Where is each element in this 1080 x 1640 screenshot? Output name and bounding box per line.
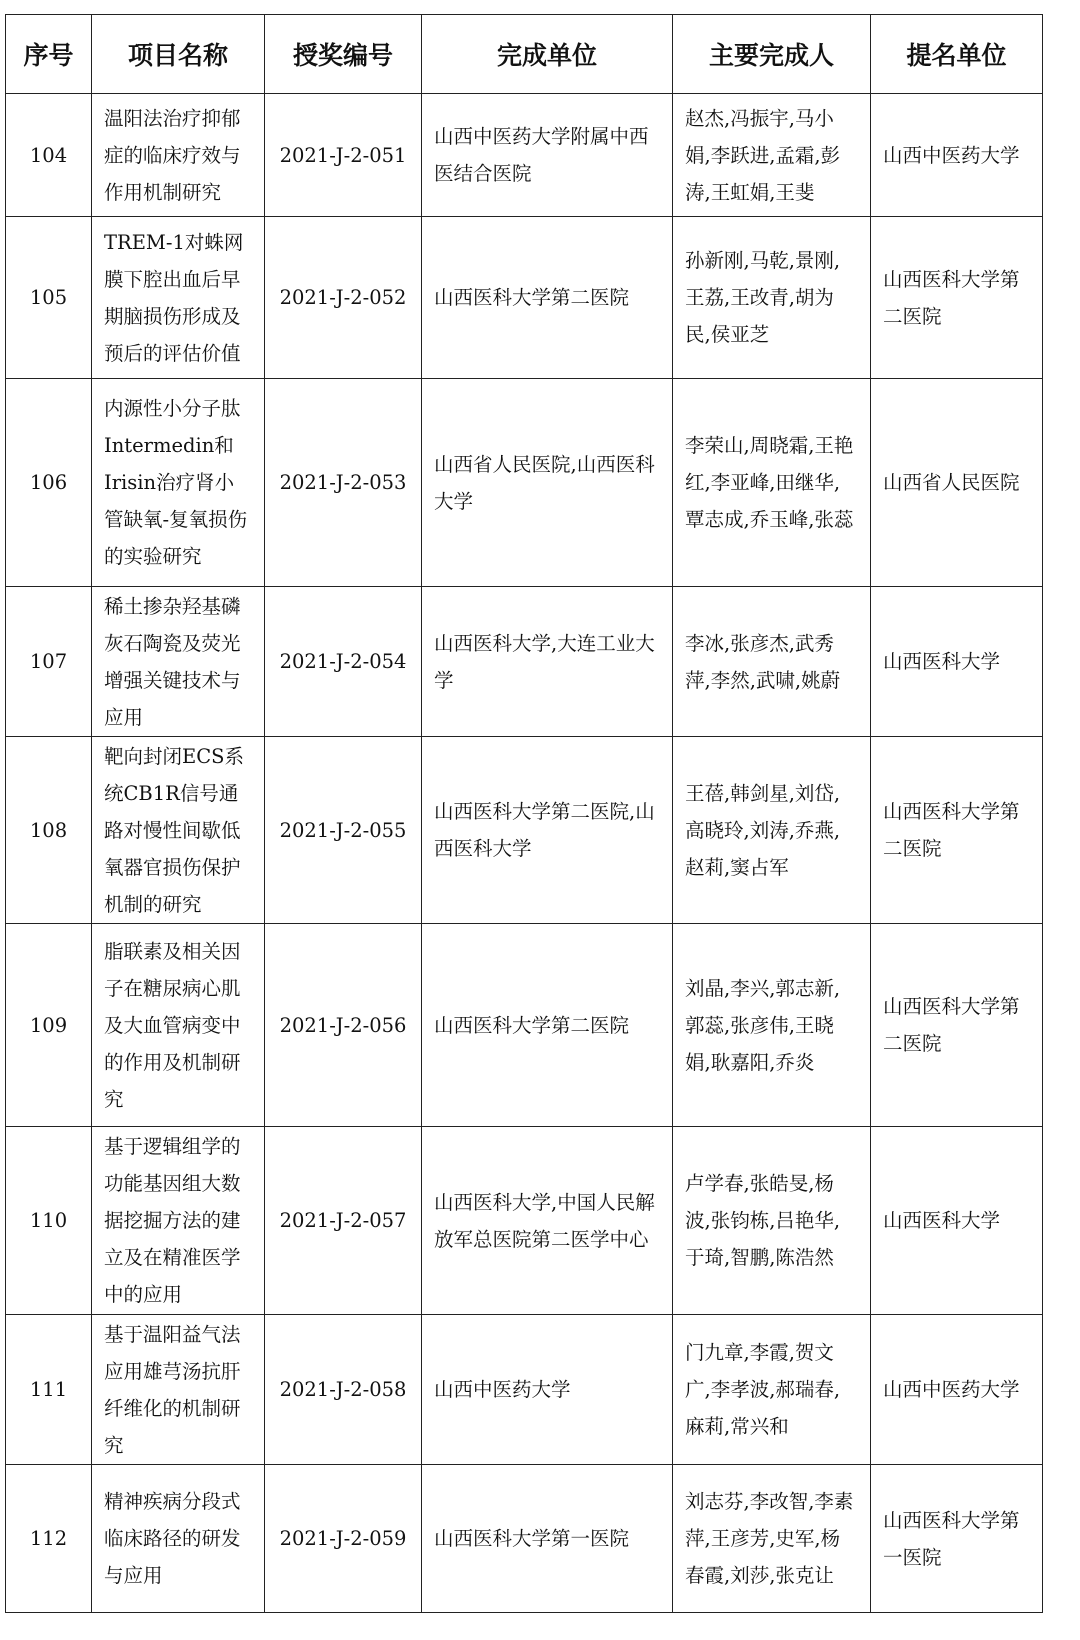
header-nominating-unit: 提名单位	[871, 15, 1043, 94]
cell-seq: 110	[6, 1127, 92, 1315]
cell-completing-unit: 山西医科大学,大连工业大学	[422, 587, 673, 737]
cell-main-contributors: 李冰,张彦杰,武秀萍,李然,武啸,姚蔚	[673, 587, 871, 737]
cell-main-contributors: 李荣山,周晓霜,王艳红,李亚峰,田继华,覃志成,乔玉峰,张蕊	[673, 379, 871, 587]
cell-project-name: 基于温阳益气法应用雄芎汤抗肝纤维化的机制研究	[92, 1315, 265, 1465]
cell-completing-unit: 山西医科大学第二医院	[422, 924, 673, 1127]
cell-nominating-unit: 山西医科大学	[871, 1127, 1043, 1315]
cell-award-code: 2021-J-2-058	[265, 1315, 422, 1465]
cell-project-name: 基于逻辑组学的功能基因组大数据挖掘方法的建立及在精准医学中的应用	[92, 1127, 265, 1315]
cell-project-name: 靶向封闭ECS系统CB1R信号通路对慢性间歇低氧器官损伤保护机制的研究	[92, 737, 265, 924]
cell-nominating-unit: 山西医科大学第一医院	[871, 1465, 1043, 1613]
cell-award-code: 2021-J-2-054	[265, 587, 422, 737]
cell-completing-unit: 山西医科大学第二医院	[422, 217, 673, 379]
cell-project-name: 脂联素及相关因子在糖尿病心肌及大血管病变中的作用及机制研究	[92, 924, 265, 1127]
cell-completing-unit: 山西中医药大学附属中西医结合医院	[422, 94, 673, 217]
header-award-code: 授奖编号	[265, 15, 422, 94]
cell-completing-unit: 山西中医药大学	[422, 1315, 673, 1465]
cell-seq: 112	[6, 1465, 92, 1613]
cell-main-contributors: 刘晶,李兴,郭志新,郭蕊,张彦伟,王晓娟,耿嘉阳,乔炎	[673, 924, 871, 1127]
table-row	[6, 587, 1043, 737]
header-project-name: 项目名称	[92, 15, 265, 94]
table-row	[6, 1465, 1043, 1613]
cell-completing-unit: 山西医科大学,中国人民解放军总医院第二医学中心	[422, 1127, 673, 1315]
cell-main-contributors: 王蓓,韩剑星,刘岱,高晓玲,刘涛,乔燕,赵莉,窦占军	[673, 737, 871, 924]
cell-completing-unit: 山西医科大学第一医院	[422, 1465, 673, 1613]
cell-seq: 106	[6, 379, 92, 587]
cell-nominating-unit: 山西医科大学	[871, 587, 1043, 737]
awards-table	[5, 14, 1043, 1613]
cell-project-name: 精神疾病分段式临床路径的研发与应用	[92, 1465, 265, 1613]
cell-award-code: 2021-J-2-052	[265, 217, 422, 379]
cell-nominating-unit: 山西中医药大学	[871, 94, 1043, 217]
table-body	[6, 94, 1043, 1613]
cell-nominating-unit: 山西医科大学第二医院	[871, 924, 1043, 1127]
cell-main-contributors: 卢学春,张皓旻,杨波,张钧栋,吕艳华,于琦,智鹏,陈浩然	[673, 1127, 871, 1315]
table-row	[6, 1315, 1043, 1465]
cell-main-contributors: 门九章,李霞,贺文广,李孝波,郝瑞春,麻莉,常兴和	[673, 1315, 871, 1465]
cell-award-code: 2021-J-2-057	[265, 1127, 422, 1315]
cell-project-name: 内源性小分子肽Intermedin和Irisin治疗肾小管缺氧-复氧损伤的实验研究	[92, 379, 265, 587]
cell-seq: 109	[6, 924, 92, 1127]
cell-award-code: 2021-J-2-053	[265, 379, 422, 587]
cell-nominating-unit: 山西中医药大学	[871, 1315, 1043, 1465]
cell-main-contributors: 赵杰,冯振宇,马小娟,李跃进,孟霜,彭涛,王虹娟,王斐	[673, 94, 871, 217]
cell-project-name: 稀土掺杂羟基磷灰石陶瓷及荧光增强关键技术与应用	[92, 587, 265, 737]
cell-award-code: 2021-J-2-056	[265, 924, 422, 1127]
cell-completing-unit: 山西省人民医院,山西医科大学	[422, 379, 673, 587]
cell-nominating-unit: 山西省人民医院	[871, 379, 1043, 587]
table-header	[6, 15, 1043, 94]
header-seq: 序号	[6, 15, 92, 94]
cell-seq: 107	[6, 587, 92, 737]
cell-completing-unit: 山西医科大学第二医院,山西医科大学	[422, 737, 673, 924]
cell-nominating-unit: 山西医科大学第二医院	[871, 217, 1043, 379]
cell-project-name: TREM-1对蛛网膜下腔出血后早期脑损伤形成及预后的评估价值	[92, 217, 265, 379]
cell-award-code: 2021-J-2-059	[265, 1465, 422, 1613]
table-row	[6, 924, 1043, 1127]
cell-project-name: 温阳法治疗抑郁症的临床疗效与作用机制研究	[92, 94, 265, 217]
table-row	[6, 737, 1043, 924]
header-completing-unit: 完成单位	[422, 15, 673, 94]
cell-main-contributors: 孙新刚,马乾,景刚,王荔,王改青,胡为民,侯亚芝	[673, 217, 871, 379]
cell-seq: 105	[6, 217, 92, 379]
cell-seq: 111	[6, 1315, 92, 1465]
table-row	[6, 1127, 1043, 1315]
cell-nominating-unit: 山西医科大学第二医院	[871, 737, 1043, 924]
cell-award-code: 2021-J-2-055	[265, 737, 422, 924]
table-row	[6, 94, 1043, 217]
header-main-contributors: 主要完成人	[673, 15, 871, 94]
cell-seq: 104	[6, 94, 92, 217]
cell-award-code: 2021-J-2-051	[265, 94, 422, 217]
table-row	[6, 379, 1043, 587]
cell-main-contributors: 刘志芬,李改智,李素萍,王彦芳,史军,杨春霞,刘莎,张克让	[673, 1465, 871, 1613]
cell-seq: 108	[6, 737, 92, 924]
header-row	[6, 15, 1043, 94]
table-row	[6, 217, 1043, 379]
